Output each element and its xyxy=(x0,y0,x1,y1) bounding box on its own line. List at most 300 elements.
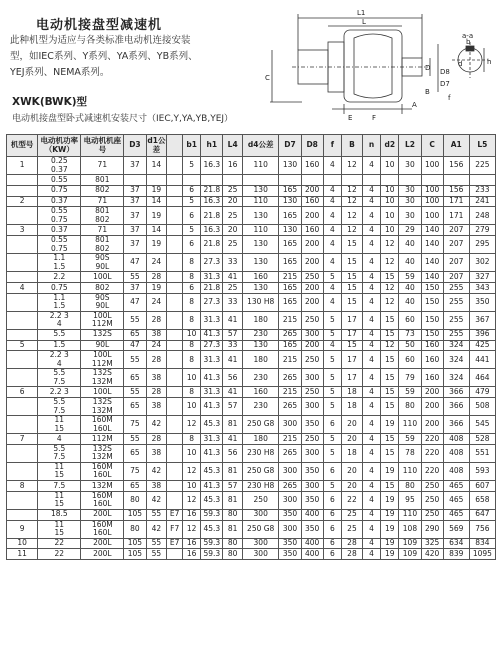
table-row xyxy=(7,509,496,520)
table-cell: 250 G8 xyxy=(242,462,279,480)
table-cell xyxy=(167,340,183,351)
table-cell: 75 xyxy=(124,462,146,480)
table-cell: 28 xyxy=(146,387,167,398)
table-cell: 4 xyxy=(362,329,380,340)
table-cell: 25 xyxy=(342,509,363,520)
table-cell: 4 xyxy=(362,387,380,398)
table-cell: 80 xyxy=(223,538,243,549)
table-cell: 11 15 xyxy=(38,416,81,434)
table-cell: 250 xyxy=(301,434,323,445)
table-cell xyxy=(167,369,183,387)
column-header: C xyxy=(421,135,443,157)
table-cell: 366 xyxy=(443,416,469,434)
table-cell: 19 xyxy=(381,520,399,538)
table-cell: 6 xyxy=(323,509,341,520)
table-cell: 508 xyxy=(469,398,495,416)
table-row xyxy=(7,520,496,538)
column-header: D8 xyxy=(301,135,323,157)
table-cell: 80 xyxy=(399,398,421,416)
table-cell: 18 xyxy=(342,387,363,398)
table-cell xyxy=(167,175,183,186)
table-cell: 25 xyxy=(342,520,363,538)
table-cell: 4 xyxy=(362,225,380,236)
table-cell: 5.5 7.5 xyxy=(38,444,81,462)
table-cell: 71 xyxy=(81,225,124,236)
table-cell: 295 xyxy=(469,236,495,254)
table-cell: 6 xyxy=(183,207,201,225)
table-cell: 10 xyxy=(183,480,201,491)
table-cell: 65 xyxy=(124,480,146,491)
table-cell: 425 xyxy=(469,340,495,351)
table-cell: 215 xyxy=(279,272,301,283)
column-header: d2 xyxy=(381,135,399,157)
table-cell: 41.3 xyxy=(201,444,223,462)
table-cell xyxy=(167,351,183,369)
table-cell: 200 xyxy=(301,185,323,196)
table-cell: 130 xyxy=(279,196,301,207)
table-cell: 265 xyxy=(279,444,301,462)
table-cell: 6 xyxy=(323,538,341,549)
table-cell: 59.3 xyxy=(201,549,223,560)
table-cell: 1.1 1.5 xyxy=(38,293,81,311)
table-cell: 160M 160L xyxy=(81,416,124,434)
table-cell: 5 xyxy=(183,225,201,236)
table-cell: 108 xyxy=(399,520,421,538)
table-cell: 4 xyxy=(362,509,380,520)
table-cell: 200 xyxy=(421,398,443,416)
table-cell: 1 xyxy=(7,157,38,175)
table-cell: 160 xyxy=(421,340,443,351)
table-cell: 15 xyxy=(381,398,399,416)
table-cell: 300 xyxy=(242,549,279,560)
table-row xyxy=(7,351,496,369)
table-cell: 81 xyxy=(223,491,243,509)
table-cell: 57 xyxy=(223,398,243,416)
table-cell: 41.3 xyxy=(201,398,223,416)
dimension-table xyxy=(6,134,496,560)
table-cell: 19 xyxy=(146,236,167,254)
table-cell: 279 xyxy=(469,225,495,236)
table-cell: 31.3 xyxy=(201,387,223,398)
table-cell: 165 xyxy=(279,293,301,311)
table-cell: 4 xyxy=(362,480,380,491)
table-cell: 65 xyxy=(124,369,146,387)
table-cell xyxy=(201,175,223,186)
table-cell: 5 xyxy=(183,157,201,175)
table-row xyxy=(7,225,496,236)
table-row xyxy=(7,185,496,196)
table-cell: 15 xyxy=(381,272,399,283)
table-cell: 100L xyxy=(81,387,124,398)
table-cell: 130 xyxy=(242,340,279,351)
table-cell: 16.3 xyxy=(201,157,223,175)
table-cell: 80 xyxy=(223,509,243,520)
column-header: 电动机机座号 xyxy=(81,135,124,157)
table-cell: 28 xyxy=(146,351,167,369)
table-cell: 15 xyxy=(342,236,363,254)
table-cell: 250 xyxy=(301,387,323,398)
table-cell: 4 xyxy=(362,434,380,445)
table-cell: 140 xyxy=(421,236,443,254)
table-cell: 42 xyxy=(146,462,167,480)
table-cell: 47 xyxy=(124,340,146,351)
table-cell xyxy=(167,282,183,293)
table-cell: 0.25 0.37 xyxy=(38,157,81,175)
table-cell: 6 xyxy=(183,236,201,254)
table-cell: 80 xyxy=(124,491,146,509)
table-cell: 4 xyxy=(362,491,380,509)
model-subtitle: XWK(BWK)型 xyxy=(12,96,88,108)
table-cell: 4 xyxy=(323,340,341,351)
column-header: L4 xyxy=(223,135,243,157)
table-cell: 300 xyxy=(301,369,323,387)
table-cell xyxy=(167,236,183,254)
table-cell: 160 xyxy=(301,157,323,175)
table-cell: 5 xyxy=(323,398,341,416)
table-cell: 10 xyxy=(183,369,201,387)
table-cell: 207 xyxy=(443,236,469,254)
table-cell: 255 xyxy=(443,329,469,340)
table-cell: 31.3 xyxy=(201,272,223,283)
table-cell: 10 xyxy=(381,225,399,236)
table-cell: 325 xyxy=(421,538,443,549)
table-cell: 343 xyxy=(469,282,495,293)
table-cell: 11 15 xyxy=(38,491,81,509)
table-cell: 130 xyxy=(242,254,279,272)
table-cell: 265 xyxy=(279,369,301,387)
table-cell: 834 xyxy=(469,538,495,549)
column-header: 电动机功率（KW） xyxy=(38,135,81,157)
table-cell: 15 xyxy=(381,369,399,387)
table-cell: 15 xyxy=(381,480,399,491)
dim-label: D7 xyxy=(440,80,450,88)
table-cell: 4 xyxy=(362,293,380,311)
table-cell: 132S xyxy=(81,329,124,340)
table-cell: 11 15 xyxy=(38,520,81,538)
table-cell xyxy=(7,236,38,254)
table-cell: 40 xyxy=(399,293,421,311)
table-cell: 45.3 xyxy=(201,416,223,434)
dim-label: F xyxy=(372,114,377,122)
dim-label: D xyxy=(425,64,431,72)
table-cell: 15 xyxy=(342,293,363,311)
table-cell: 5 xyxy=(323,480,341,491)
table-cell: 30 xyxy=(399,157,421,175)
table-cell: 4 xyxy=(362,549,380,560)
table-cell: 28 xyxy=(146,311,167,329)
table-cell: 4 xyxy=(362,416,380,434)
table-cell xyxy=(167,329,183,340)
table-cell: 400 xyxy=(301,549,323,560)
table-cell: 12 xyxy=(342,185,363,196)
table-cell: 22 xyxy=(342,491,363,509)
table-row xyxy=(7,434,496,445)
table-cell: 4 xyxy=(323,282,341,293)
table-cell xyxy=(279,175,301,186)
table-cell: 200 xyxy=(421,387,443,398)
table-cell: 40 xyxy=(399,254,421,272)
column-header: d4公差 xyxy=(242,135,279,157)
table-cell: 130 xyxy=(279,225,301,236)
table-cell: 78 xyxy=(399,444,421,462)
table-cell: 250 xyxy=(421,480,443,491)
table-cell: 5 xyxy=(323,434,341,445)
table-cell: 110 xyxy=(399,509,421,520)
table-cell: 20 xyxy=(223,225,243,236)
table-cell: 180 xyxy=(242,351,279,369)
table-cell: 130 H8 xyxy=(242,293,279,311)
table-row xyxy=(7,236,496,254)
table-cell: 5 xyxy=(323,311,341,329)
table-cell: 10 xyxy=(183,329,201,340)
table-cell: 41 xyxy=(223,387,243,398)
table-cell: 41.3 xyxy=(201,329,223,340)
table-cell: 5 xyxy=(183,196,201,207)
table-cell: 12 xyxy=(381,282,399,293)
table-row xyxy=(7,369,496,387)
table-row xyxy=(7,480,496,491)
table-cell: 16.3 xyxy=(201,196,223,207)
table-cell xyxy=(7,369,38,387)
dim-label: h xyxy=(487,58,492,66)
table-cell: 12 xyxy=(342,157,363,175)
table-cell: 15 xyxy=(381,387,399,398)
table-cell: 16 xyxy=(183,509,201,520)
table-cell: 255 xyxy=(443,293,469,311)
table-cell: 4 xyxy=(362,236,380,254)
table-cell: 20 xyxy=(342,434,363,445)
table-cell xyxy=(443,175,469,186)
table-cell: 10 xyxy=(183,444,201,462)
table-cell: 250 G8 xyxy=(242,520,279,538)
table-cell: 15 xyxy=(381,311,399,329)
table-cell: 90S 90L xyxy=(81,293,124,311)
table-cell: 160 xyxy=(242,387,279,398)
table-cell: 248 xyxy=(469,207,495,225)
table-cell: 41 xyxy=(223,311,243,329)
table-cell: 45.3 xyxy=(201,520,223,538)
table-cell: 8 xyxy=(183,311,201,329)
table-cell: 200 xyxy=(301,282,323,293)
table-cell: 18 xyxy=(342,398,363,416)
table-cell xyxy=(342,175,363,186)
table-cell: 25 xyxy=(223,207,243,225)
table-cell: 464 xyxy=(469,369,495,387)
table-cell: 5 xyxy=(323,272,341,283)
table-cell: 21.8 xyxy=(201,207,223,225)
table-cell: 4 xyxy=(362,282,380,293)
table-cell: 55 xyxy=(124,311,146,329)
dim-label: L xyxy=(362,18,366,26)
table-cell: 12 xyxy=(183,462,201,480)
table-cell: 350 xyxy=(301,416,323,434)
table-cell xyxy=(7,311,38,329)
table-cell: 4 xyxy=(362,311,380,329)
table-cell: 14 xyxy=(146,157,167,175)
table-cell: 17 xyxy=(342,329,363,340)
table-cell xyxy=(7,293,38,311)
table-cell: 81 xyxy=(223,520,243,538)
table-cell: 300 xyxy=(301,444,323,462)
table-cell xyxy=(7,351,38,369)
table-cell xyxy=(242,175,279,186)
table-cell: 4 xyxy=(362,462,380,480)
table-cell: 60 xyxy=(399,351,421,369)
table-cell xyxy=(7,329,38,340)
table-cell: 225 xyxy=(469,157,495,175)
table-cell: 5 xyxy=(7,340,38,351)
table-cell: 5.5 xyxy=(38,329,81,340)
table-cell: 59 xyxy=(399,434,421,445)
table-cell: 200 xyxy=(301,236,323,254)
table-cell: 132S 132M xyxy=(81,444,124,462)
table-cell: 839 xyxy=(443,549,469,560)
table-cell: 215 xyxy=(279,387,301,398)
table-cell: 19 xyxy=(381,491,399,509)
table-cell: 55 xyxy=(124,434,146,445)
table-cell: 0.55 0.75 xyxy=(38,207,81,225)
table-cell: 19 xyxy=(146,282,167,293)
table-cell: 31.3 xyxy=(201,311,223,329)
table-cell: 28 xyxy=(342,538,363,549)
table-row xyxy=(7,329,496,340)
table-cell: 300 xyxy=(279,491,301,509)
table-cell: 396 xyxy=(469,329,495,340)
table-cell: 8 xyxy=(183,387,201,398)
table-cell: 4 xyxy=(362,185,380,196)
table-cell xyxy=(167,157,183,175)
table-cell: 6 xyxy=(323,491,341,509)
table-cell: 150 xyxy=(421,293,443,311)
column-header: D3 xyxy=(124,135,146,157)
table-cell: 4 xyxy=(362,157,380,175)
table-cell: 230 xyxy=(242,329,279,340)
table-cell: 324 xyxy=(443,369,469,387)
table-cell: 1.1 1.5 xyxy=(38,254,81,272)
table-cell: 4 xyxy=(362,196,380,207)
intro-line: 此种机型为适应与各类标准电动机连接安装 xyxy=(10,35,191,46)
table-row xyxy=(7,207,496,225)
table-cell xyxy=(167,207,183,225)
table-cell: 45.3 xyxy=(201,491,223,509)
table-cell: 10 xyxy=(381,207,399,225)
table-cell: 801 802 xyxy=(81,207,124,225)
table-cell: 24 xyxy=(146,254,167,272)
table-cell: 5.5 7.5 xyxy=(38,398,81,416)
column-header: D7 xyxy=(279,135,301,157)
table-cell: 140 xyxy=(421,225,443,236)
table-cell: 110 xyxy=(399,416,421,434)
table-cell: 100 xyxy=(421,207,443,225)
table-cell: 130 xyxy=(242,282,279,293)
table-cell xyxy=(167,462,183,480)
table-cell: 180 xyxy=(242,434,279,445)
table-cell: 250 xyxy=(421,491,443,509)
table-cell: 6 xyxy=(323,520,341,538)
table-cell: 171 xyxy=(443,196,469,207)
table-cell: 17 xyxy=(342,311,363,329)
table-cell: 59.3 xyxy=(201,509,223,520)
table-cell: 57 xyxy=(223,480,243,491)
table-cell: 79 xyxy=(399,369,421,387)
table-cell: 28 xyxy=(342,549,363,560)
table-cell: 250 xyxy=(242,491,279,509)
table-cell: 27.3 xyxy=(201,340,223,351)
table-cell: 12 xyxy=(342,225,363,236)
table-cell: 3 xyxy=(7,225,38,236)
table-cell: 41 xyxy=(223,434,243,445)
table-cell xyxy=(167,398,183,416)
table-cell xyxy=(7,509,38,520)
table-cell: F7 xyxy=(167,520,183,538)
table-cell: 0.37 xyxy=(38,196,81,207)
table-cell: 41 xyxy=(223,272,243,283)
dim-label: f xyxy=(448,94,451,102)
table-cell: 8 xyxy=(183,340,201,351)
table-cell: 255 xyxy=(443,311,469,329)
table-cell: 8 xyxy=(183,434,201,445)
table-cell: 165 xyxy=(279,254,301,272)
table-cell: 132S 132M xyxy=(81,369,124,387)
table-cell: 6 xyxy=(183,282,201,293)
table-cell xyxy=(7,398,38,416)
table-cell: 38 xyxy=(146,444,167,462)
table-cell xyxy=(167,387,183,398)
column-header: A1 xyxy=(443,135,469,157)
table-cell: 90L xyxy=(81,340,124,351)
table-cell: 165 xyxy=(279,185,301,196)
table-cell: 250 xyxy=(301,311,323,329)
table-cell: 400 xyxy=(301,509,323,520)
table-cell xyxy=(469,175,495,186)
table-cell: 100L 112M xyxy=(81,351,124,369)
table-cell: 4 xyxy=(323,207,341,225)
table-row xyxy=(7,538,496,549)
table-cell: 545 xyxy=(469,416,495,434)
table-cell: 37 xyxy=(124,207,146,225)
table-cell: 47 xyxy=(124,293,146,311)
table-cell: 4 xyxy=(323,236,341,254)
table-cell: 20 xyxy=(342,416,363,434)
table-cell xyxy=(7,175,38,186)
table-cell xyxy=(7,491,38,509)
table-cell: 801 802 xyxy=(81,236,124,254)
table-cell: 528 xyxy=(469,434,495,445)
table-cell: 38 xyxy=(146,329,167,340)
table-cell: 56 xyxy=(223,369,243,387)
table-cell xyxy=(167,434,183,445)
table-cell: 2 xyxy=(7,196,38,207)
table-row xyxy=(7,340,496,351)
table-cell: 366 xyxy=(443,387,469,398)
table-cell: 4 xyxy=(362,538,380,549)
table-cell: 215 xyxy=(279,434,301,445)
table-cell: 15 xyxy=(381,351,399,369)
table-cell: 150 xyxy=(421,311,443,329)
table-cell xyxy=(167,549,183,560)
table-cell: 55 xyxy=(146,509,167,520)
table-cell: 80 xyxy=(124,520,146,538)
table-cell: 250 xyxy=(421,509,443,520)
table-cell: 5 xyxy=(323,387,341,398)
column-header: L5 xyxy=(469,135,495,157)
table-cell xyxy=(167,254,183,272)
table-cell: 300 xyxy=(279,462,301,480)
table-cell: 20 xyxy=(342,462,363,480)
table-cell: 8 xyxy=(7,480,38,491)
table-cell: 250 G8 xyxy=(242,416,279,434)
table-cell: 12 xyxy=(183,520,201,538)
